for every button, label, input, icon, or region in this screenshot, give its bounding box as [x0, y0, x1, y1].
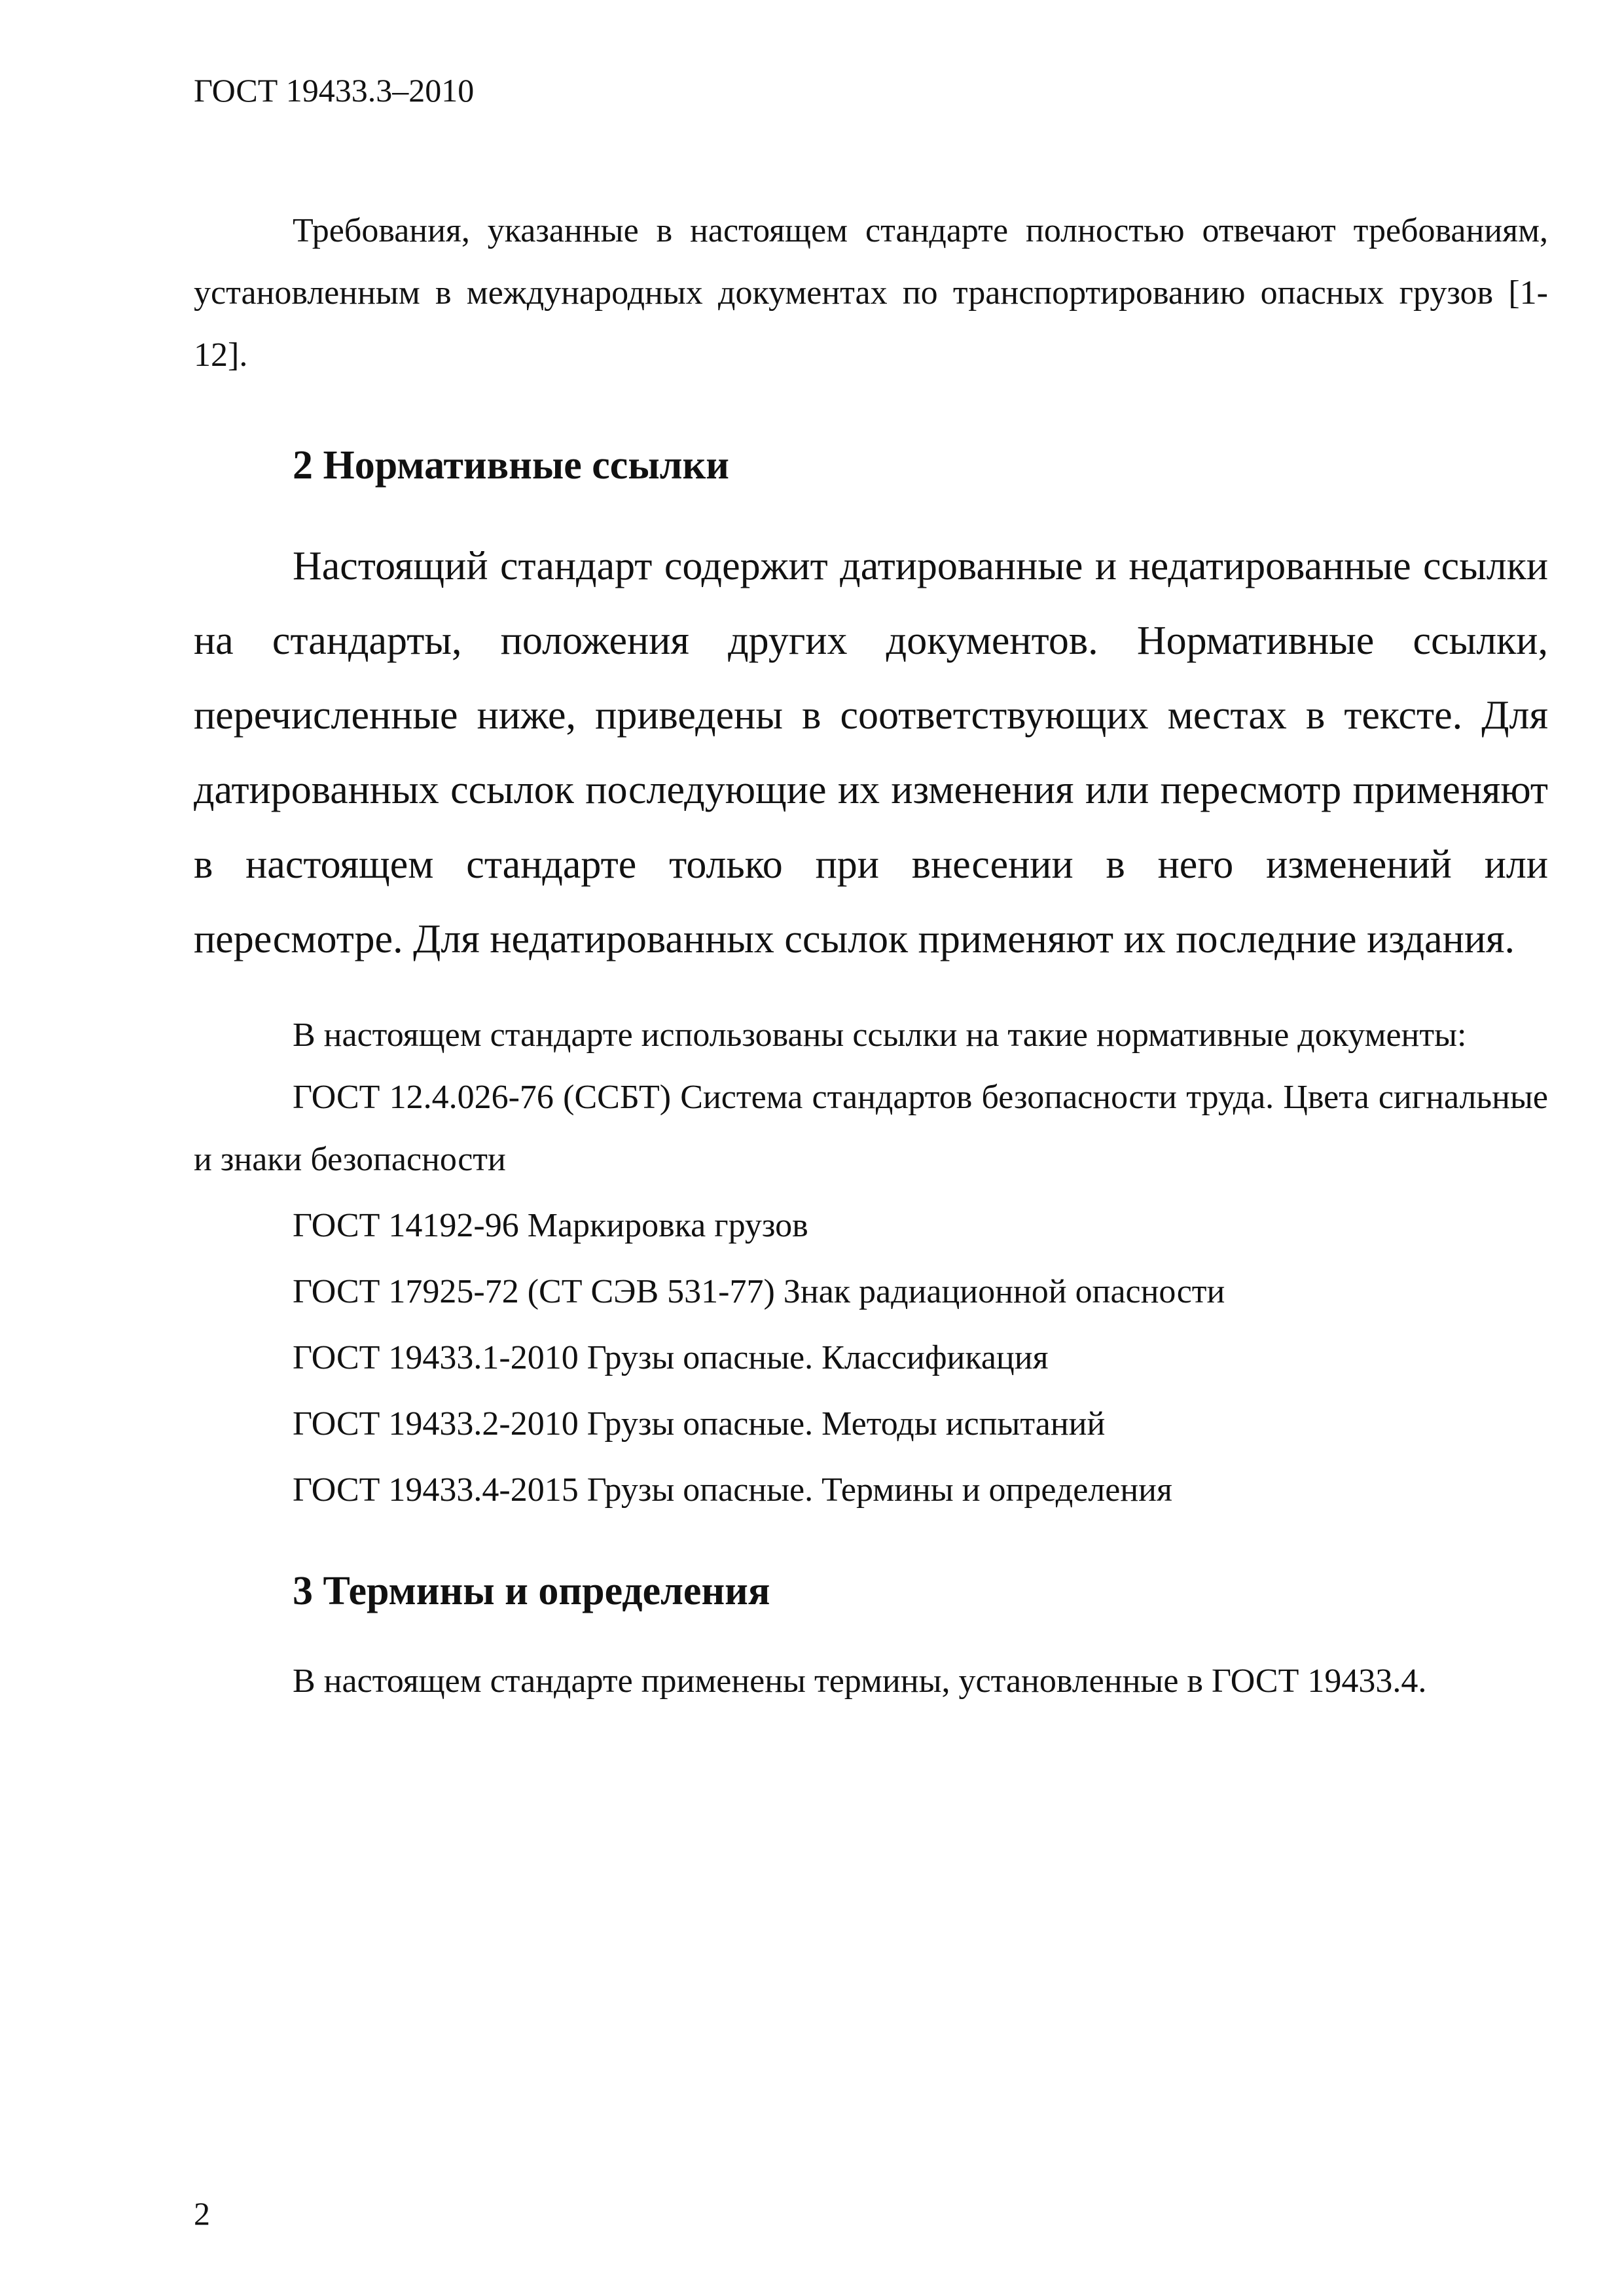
- page-number: 2: [194, 2195, 210, 2232]
- reference-item: ГОСТ 14192-96 Маркировка грузов: [293, 1207, 808, 1245]
- reference-item: ГОСТ 12.4.026-76 (ССБТ) Система стандартов безопасности труда. Цвета сигнальные и знаки безопасности: [194, 1079, 1548, 1179]
- intro-paragraph: Требования, указанные в настоящем стандарте полностью отвечают требованиям, установленным в международных документах по транспортированию опасных грузов [1-12].: [194, 212, 1548, 374]
- normative-references-list: [194, 1066, 1548, 1521]
- section-2-paragraph-2: В настоящем стандарте использованы ссылки на такие нормативные документы:: [293, 1016, 1467, 1054]
- section-3-paragraph: В настоящем стандарте применены термины, установленные в ГОСТ 19433.4.: [293, 1662, 1427, 1700]
- reference-item: ГОСТ 17925-72 (СТ СЭВ 531-77) Знак радиационной опасности: [293, 1273, 1225, 1311]
- running-header: ГОСТ 19433.3–2010: [194, 72, 475, 109]
- reference-item: ГОСТ 19433.1-2010 Грузы опасные. Классификация: [293, 1339, 1049, 1377]
- section-2-paragraph-1: Настоящий стандарт содержит датированные и недатированные ссылки на стандарты, положения других документов. Нормативные ссылки, перечисленные ниже, приведены в соответствующих местах в тексте. Для датированных ссылок последующие их изменения или пересмотр применяют в настоящем стандарте только при внесении в него изменений или пересмотре. Для недатированных ссылок применяют их последние издания.: [194, 544, 1548, 962]
- section-2-heading: 2 Нормативные ссылки: [293, 443, 729, 488]
- page-content: [194, 200, 1548, 1712]
- section-3-heading: 3 Термины и определения: [293, 1569, 770, 1614]
- reference-item: ГОСТ 19433.4-2015 Грузы опасные. Термины и определения: [293, 1471, 1172, 1509]
- reference-item: ГОСТ 19433.2-2010 Грузы опасные. Методы испытаний: [293, 1405, 1106, 1443]
